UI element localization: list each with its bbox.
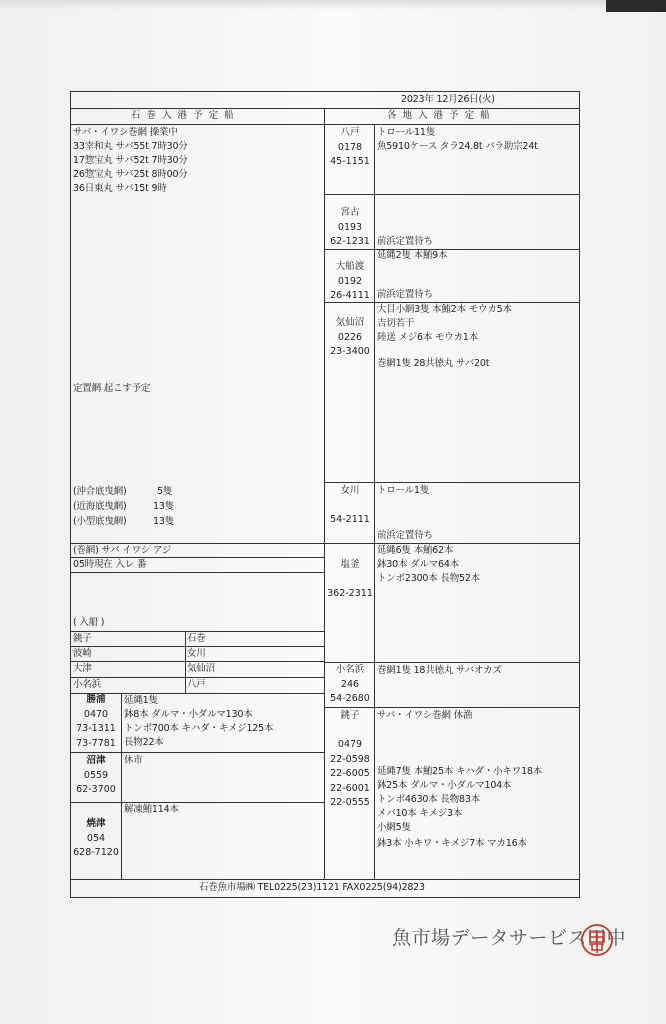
trawl-label: (近海底曳網) [73, 501, 127, 512]
port-note: トロール1隻 [377, 485, 430, 496]
divider [324, 707, 579, 708]
port-note: サバ・イワシ巻網 休漁 [377, 710, 473, 721]
port-miyako: 宮古 0193 62-1231 [330, 207, 370, 247]
port-note: メバ10本 キメジ3本 [377, 808, 463, 819]
ishinomaki-line: 17惣宝丸 サバ52t 7時30分 [73, 155, 188, 166]
nyusen-port: 小名浜 [73, 679, 101, 690]
trawl-label: (沖合底曳網) [73, 486, 127, 497]
report-date: 2023年 12月26日(火) [401, 94, 495, 105]
port-note: 陸送 メジ6本 モウカ1本 [377, 332, 479, 343]
ishinomaki-line: サバ・イワシ巻網 操業中 [73, 127, 178, 138]
port-katsuura: 勝浦 0470 73-1311 73-7781 [76, 694, 116, 749]
port-note: 大目小網3隻 本鮪2本 モウカ5本 [377, 304, 512, 315]
port-note: 巻網1隻 18共徳丸 サバオカズ [377, 665, 502, 676]
port-note: 鉢30本 ダルマ64本 [377, 559, 459, 570]
makiami-status: 05時現在 入レ 番 [73, 559, 147, 570]
nyusen-port: 大津 [73, 663, 92, 674]
divider [71, 124, 579, 125]
divider [324, 482, 579, 483]
footer-contact: 石巻魚市場㈱ TEL0225(23)1121 FAX0225(94)2823 [199, 882, 425, 893]
ishinomaki-line: 36日東丸 サバ15t 9時 [73, 183, 167, 194]
nyusen-port: 八戸 [187, 679, 206, 690]
nyusen-port: 女川 [187, 648, 206, 659]
background-corner [606, 0, 666, 12]
port-note: トロール11隻 [377, 127, 435, 138]
right-header: 各 地 入 港 予 定 船 [387, 110, 492, 121]
makiami-label: (巻網) サバ イワシ アジ [73, 545, 172, 556]
port-note: 鉢3本 小キワ・キメジ7本 マカ16本 [377, 838, 527, 849]
column-divider [324, 108, 325, 879]
trawl-label: (小型底曳網) [73, 516, 127, 527]
trawl-count: 13隻 [153, 516, 174, 527]
nyusen-label: ( 入船 ) [73, 617, 105, 628]
port-note: 魚5910ケース タラ24.8t バラ助宗24t [377, 141, 538, 152]
port-note: 前浜定置待ち [377, 530, 433, 541]
seal-stamp [580, 923, 614, 957]
divider [71, 572, 324, 573]
port-shiogama: 塩釜 362-2311 [327, 559, 373, 599]
port-numazu: 沼津 0559 62-3700 [76, 755, 116, 795]
grid-divider [185, 631, 186, 693]
port-onahama: 小名浜 246 54-2680 [330, 664, 370, 704]
port-note: 長物22本 [124, 737, 164, 748]
nyusen-port: 銚子 [73, 633, 92, 644]
left-header: 石 巻 入 港 予 定 船 [131, 110, 236, 121]
signature: 魚市場データサービス田中 [392, 927, 627, 949]
ishinomaki-line: 26惣宝丸 サバ25t 8時00分 [73, 169, 188, 180]
divider [71, 879, 579, 880]
port-note: 延縄1隻 [124, 695, 158, 706]
port-note: 巻網1隻 28共徳丸 サバ20t [377, 358, 490, 369]
port-kesennuma: 気仙沼 0226 23-3400 [330, 317, 370, 357]
port-note: 小網5隻 [377, 822, 411, 833]
teichi-note: 定置網 起こす予定 [73, 383, 151, 394]
port-note: トンボ4630本 長物83本 [377, 794, 480, 805]
report-frame [70, 91, 580, 898]
port-yaizu: 焼津 054 628-7120 [73, 818, 119, 858]
port-onagawa: 女川 54-2111 [330, 485, 370, 525]
ishinomaki-line: 33幸和丸 サバ55t 7時30分 [73, 141, 188, 152]
port-ofunato: 大船渡 0192 26-4111 [330, 261, 370, 301]
divider [324, 194, 579, 195]
divider [324, 249, 579, 250]
port-column-divider [121, 693, 122, 879]
port-note: 延縄7隻 本鮪25本 キハダ・小キワ18本 [377, 766, 543, 777]
port-note: トンボ700本 キハダ・キメジ125本 [124, 723, 274, 734]
port-note: 解凍鮪114本 [124, 804, 179, 815]
port-note: 吉切若干 [377, 318, 415, 329]
nyusen-port: 波崎 [73, 648, 92, 659]
port-note: 前浜定置待ち [377, 289, 433, 300]
port-column-divider [374, 124, 375, 879]
nyusen-port: 石巻 [187, 633, 206, 644]
nyusen-port: 気仙沼 [187, 663, 215, 674]
port-hachinohe: 八戸 0178 45-1151 [330, 127, 370, 167]
divider [71, 802, 324, 803]
trawl-count: 13隻 [153, 501, 174, 512]
port-note: 鉢25本 ダルマ・小ダルマ104本 [377, 780, 512, 791]
port-note: トンボ2300本 長物52本 [377, 573, 480, 584]
port-choshi: 銚子 0479 22-0598 22-6005 22-6001 22-0555 [330, 710, 370, 808]
trawl-count: 5隻 [157, 486, 173, 497]
paper-edge-shadow [0, 0, 666, 10]
divider [71, 752, 324, 753]
port-note: 休市 [124, 755, 143, 766]
port-note: 延縄6隻 本鮪62本 [377, 545, 454, 556]
port-note: 延縄2隻 本鮪9本 [377, 250, 448, 261]
port-note: 鉢8本 ダルマ・小ダルマ130本 [124, 709, 253, 720]
port-note: 前浜定置待ち [377, 236, 433, 247]
